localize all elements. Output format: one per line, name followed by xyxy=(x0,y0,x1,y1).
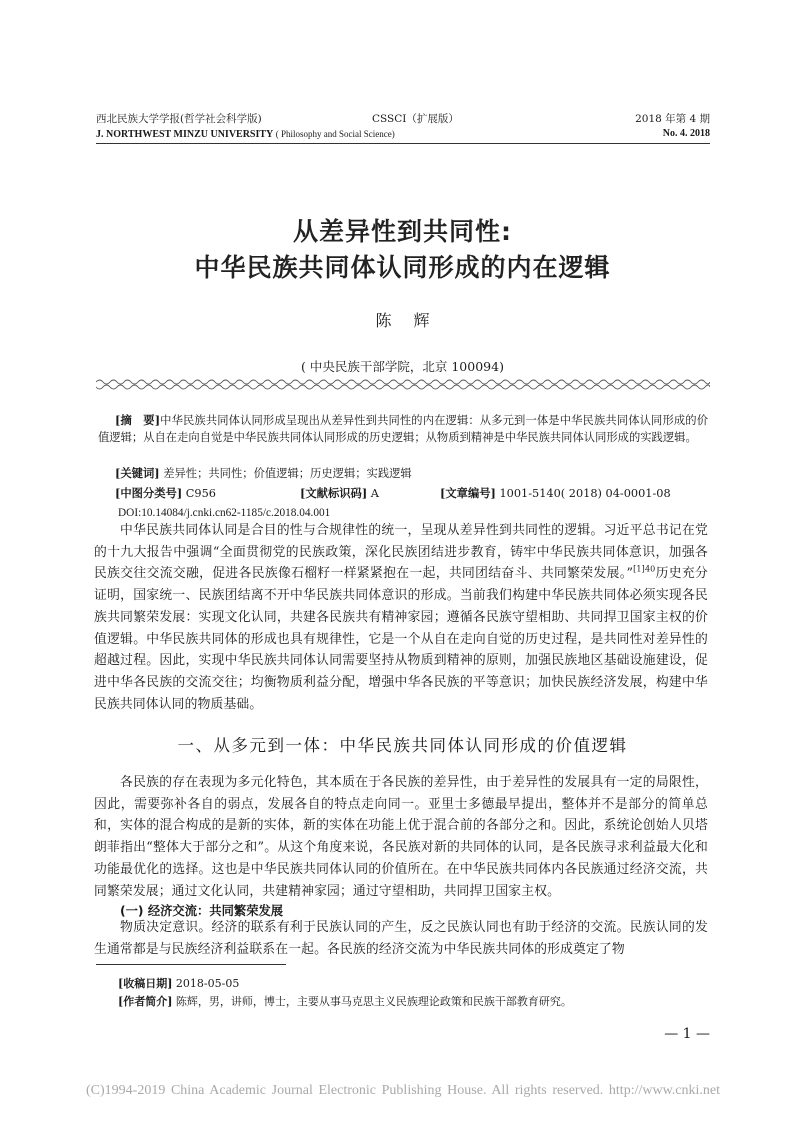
title-line-1: 从差异性到共同性: xyxy=(293,217,512,246)
page-number: — 1 — xyxy=(664,1026,710,1042)
clc-value: C956 xyxy=(185,487,216,500)
journal-name-en xyxy=(96,127,395,142)
issue-en: No. 4. 2018 xyxy=(662,128,710,139)
journal-name-cn: 西北民族大学学报(哲学社会科学版) xyxy=(96,113,262,125)
section1-paragraph-2: 物质决定意识。经济的联系有利于民族认同的产生，反之民族认同也有助于经济的交流。民族认同的发生通常都是与民族经济利益联系在一起。各民族的经济交流为中华民族共同体的形成奠定了物 xyxy=(94,920,708,957)
keywords xyxy=(115,466,412,481)
author-name: 陈辉 xyxy=(375,311,452,330)
article-number-label: [文章编号] xyxy=(440,486,496,500)
document-code-label: [文献标识码] xyxy=(300,486,368,500)
document-code xyxy=(300,486,379,501)
clc-label: [中图分类号] xyxy=(115,486,183,500)
article-number-value: 1001-5140( 2018) 04-0001-08 xyxy=(499,487,671,500)
clc-number xyxy=(115,486,216,501)
title-line-2: 中华民族共同体认同形成的内在逻辑 xyxy=(194,253,611,282)
document-code-value: A xyxy=(370,487,379,500)
footnote-rule xyxy=(96,964,286,965)
decorative-wave-rule xyxy=(96,378,710,392)
abstract xyxy=(98,412,708,446)
abstract-text: 中华民族共同体认同形成呈现出从差异性到共同性的内在逻辑：从多元到一体是中华民族共同体认同形成的价值逻辑；从自在走向自觉是中华民族共同体认同形成的历史逻辑；从物质到精神是中华民族共同体认同形成的实践逻辑。 xyxy=(98,414,708,444)
doi: DOI:10.14084/j.cnki.cn62-1185/c.2018.04.001 xyxy=(118,507,331,519)
citation-ref: [1]40 xyxy=(633,565,656,575)
header-rule xyxy=(96,143,710,144)
subsection-heading: (一) 经济交流：共同繁荣发展 xyxy=(120,904,284,918)
author-bio-label: [作者简介] xyxy=(118,995,173,1008)
intro-paragraph xyxy=(94,520,708,715)
issue-cn: 2018 年第 4 期 xyxy=(635,113,710,125)
intro-text-1: 中华民族共同体认同是合目的性与合规律性的统一，呈现从差异性到共同性的逻辑。习近平总书记在党的十九大报告中强调“全面贯彻党的民族政策，深化民族团结进步教育，铸牢中华民族共同体意识，加强各民族交往交流交融，促进各民族像石榴籽一样紧紧抱在一起，共同团结奋斗、共同繁荣发展。” xyxy=(94,523,708,582)
index-label: CSSCI（扩展版） xyxy=(372,113,459,125)
author-affiliation: ( 中央民族干部学院，北京 100094) xyxy=(301,359,504,374)
keywords-label: [关键词] xyxy=(115,466,160,480)
section1-paragraph-1: 各民族的存在表现为多元化特色，其本质在于各民族的差异性，由于差异性的发展具有一定的局限性，因此，需要弥补各自的弱点，发展各自的特点走向同一。亚里士多德最早提出，整体并不是部分的简单总和，实体的混合构成的是新的实体，新的实体在功能上优于混合前的各部分之和。因此，系统论创始人贝塔朗菲指出“整体大于部分之和”。从这个角度来说，各民族对新的共同体的认同，是各民族寻求利益最大化和功能最优化的选择。这也是中华民族共同体认同的价值所在。在中华民族共同体内各民族通过经济交流，共同繁荣发展；通过文化认同，共建精神家园；通过守望相助，共同捍卫国家主权。 xyxy=(94,775,708,899)
publisher-watermark: (C)1994-2019 China Academic Journal Electronic Publishing House. All rights reserved. http://www.cnki.net xyxy=(86,1083,720,1098)
keywords-text: 差异性；共同性；价值逻辑；历史逻辑；实践逻辑 xyxy=(163,467,412,480)
article-number xyxy=(440,486,671,501)
received-date xyxy=(118,976,239,991)
intro-text-2: 历史充分证明，国家统一、民族团结离不开中华民族共同体意识的形成。当前我们构建中华民族共同体必须实现各民族共同繁荣发展：实现文化认同，共建各民族共有精神家园；遵循各民族守望相助、共同捍卫国家主权的价值逻辑。中华民族共同体的形成也具有规律性，它是一个从自在走向自觉的历史过程，是共同性对差异性的超越过程。因此，实现中华民族共同体认同需要坚持从物质到精神的原则，加强民族地区基础设施建设，促进中华各民族的交流交往；均衡物质利益分配，增强中华各民族的平等意识；加快民族经济发展，构建中华民族共同体认同的物质基础。 xyxy=(94,566,708,712)
abstract-label: [摘 要] xyxy=(115,413,161,427)
received-date-label: [收稿日期] xyxy=(118,977,173,990)
author-bio xyxy=(118,994,572,1009)
section-heading-1: 一、从多元到一体：中华民族共同体认同形成的价值逻辑 xyxy=(177,736,628,755)
author-bio-value: 陈辉，男，讲师，博士，主要从事马克思主义民族理论政策和民族干部教育研究。 xyxy=(175,995,572,1008)
journal-name-en-sub: ( Philosophy and Social Science) xyxy=(275,129,395,139)
journal-name-en-main: J. NORTHWEST MINZU UNIVERSITY xyxy=(96,129,274,140)
received-date-value: 2018-05-05 xyxy=(175,977,240,990)
